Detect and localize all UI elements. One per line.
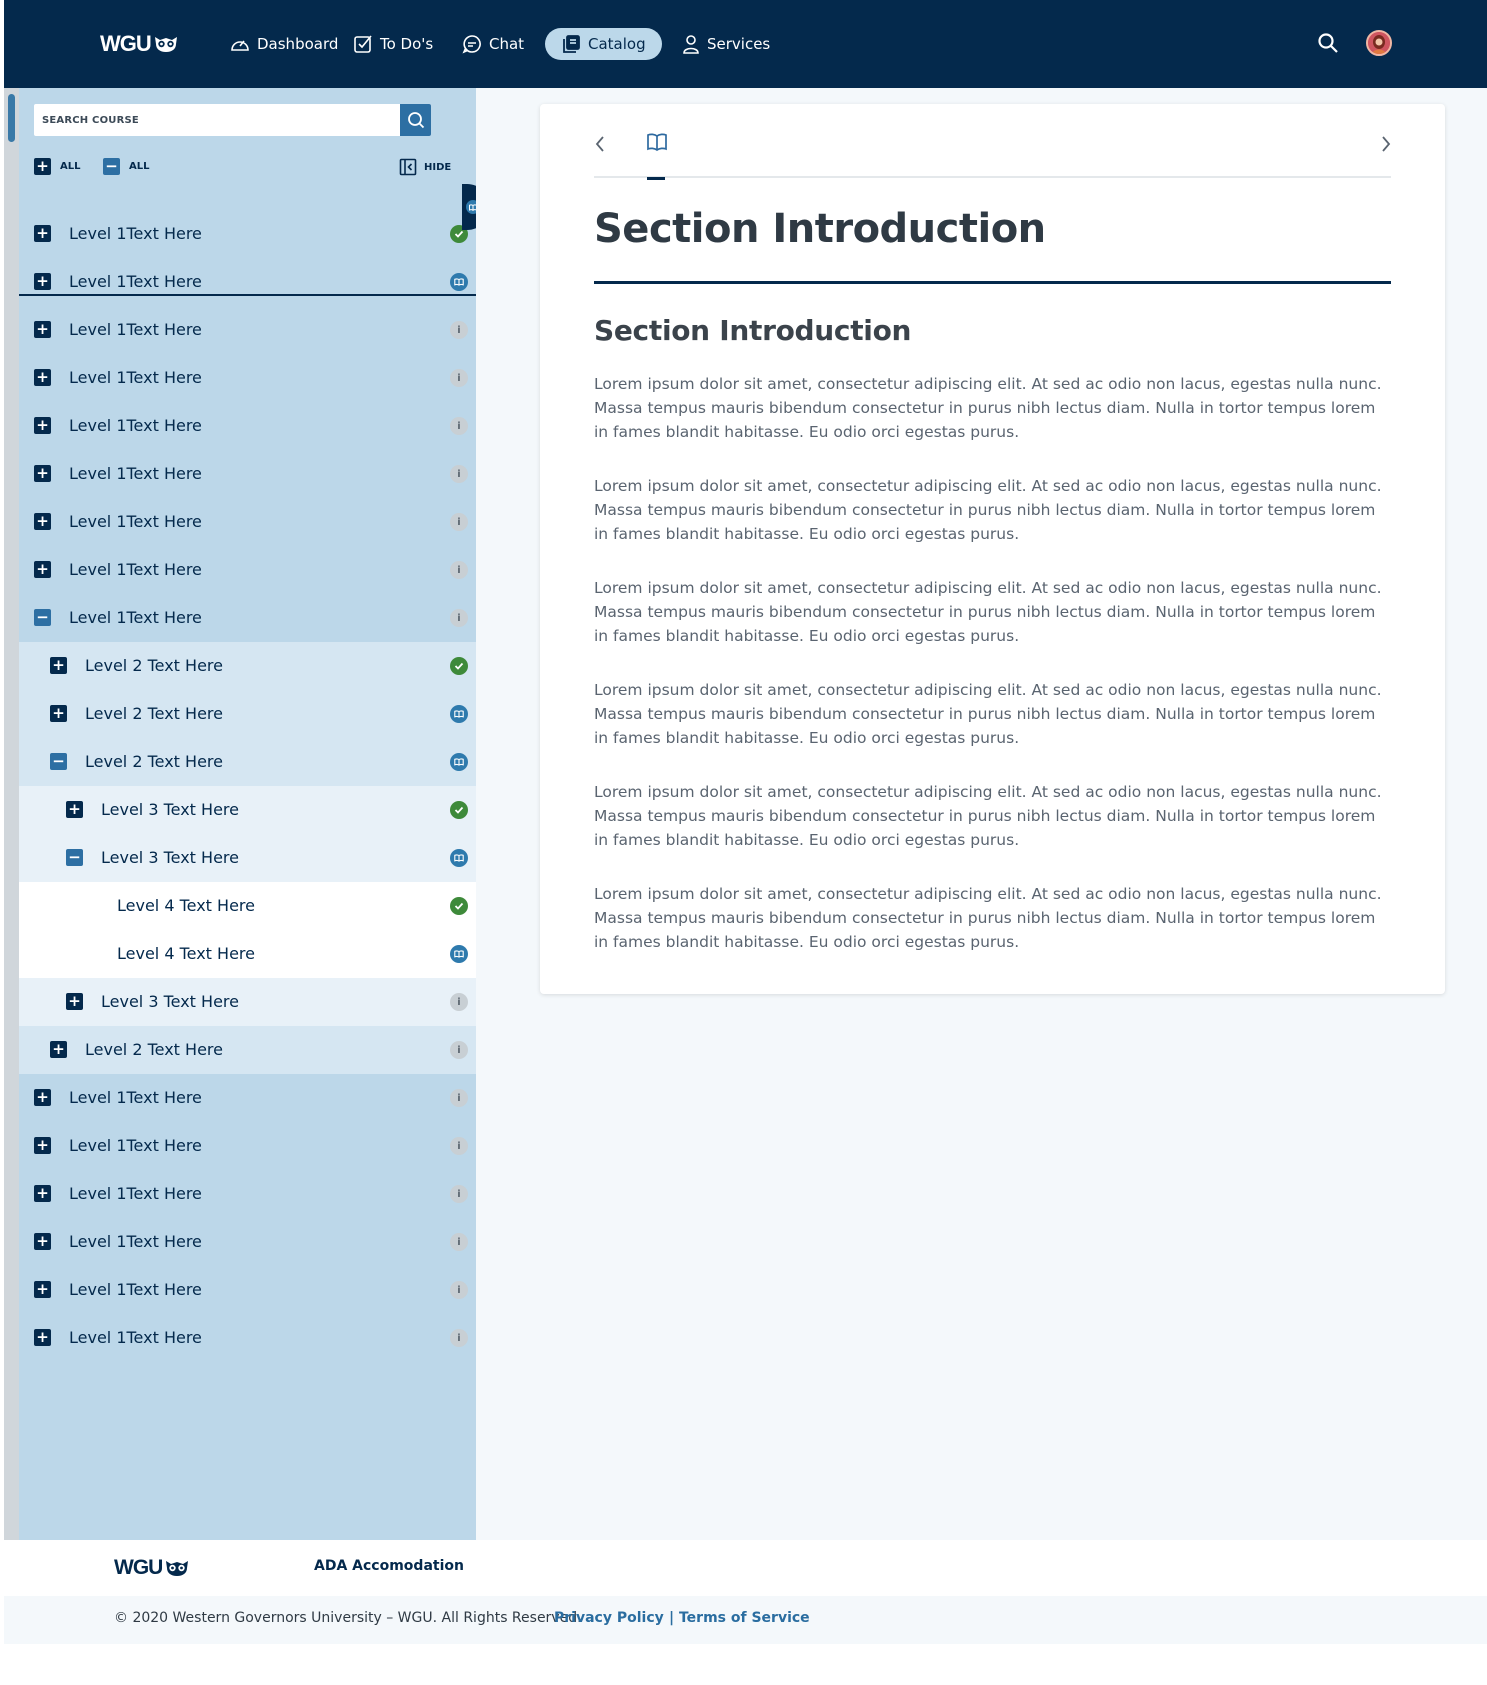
completed-check-icon <box>450 801 468 819</box>
sidebar-scroll-thumb[interactable] <box>8 94 15 142</box>
sidebar-scroll-track[interactable] <box>4 88 19 1540</box>
nav-dashboard-label: Dashboard <box>257 35 339 53</box>
expand-plus-icon[interactable]: + <box>34 1185 51 1202</box>
body-paragraph: Lorem ipsum dolor sit amet, consectetur adipiscing elit. At sed ac odio non lacus, egestas nulla nunc. Massa tempus mauris bibendum consectetur in purus nibh lectus diam. Nulla in tortor tempus lorem in fames blandit habitasse. Eu odio orci egestas purus. <box>594 477 1382 543</box>
info-icon: i <box>450 1089 468 1107</box>
completed-check-icon <box>450 657 468 675</box>
expand-plus-icon[interactable]: + <box>34 369 51 386</box>
outline-row-level-1[interactable] <box>19 498 476 546</box>
chat-bubble-icon <box>462 34 482 54</box>
footer-logo-text: WGU <box>114 1556 163 1579</box>
outline-row-label: Level 1Text Here <box>69 320 202 339</box>
catalog-stack-icon <box>561 34 581 54</box>
outline-row-level-1[interactable] <box>19 1122 476 1170</box>
outline-row-level-1[interactable] <box>19 210 476 258</box>
nav-chat-label: Chat <box>489 35 525 53</box>
info-icon: i <box>450 561 468 579</box>
outline-row-label: Level 2 Text Here <box>85 704 223 723</box>
outline-row-level-2[interactable] <box>19 1026 476 1074</box>
outline-row-label: Level 1Text Here <box>69 224 202 243</box>
outline-row-label: Level 1Text Here <box>69 464 202 483</box>
outline-row-label: Level 1Text Here <box>69 512 202 531</box>
expand-all-button[interactable] <box>34 158 80 175</box>
previous-page-button[interactable] <box>594 134 606 158</box>
collapse-all-button[interactable] <box>103 158 149 175</box>
expand-plus-icon[interactable]: + <box>34 1281 51 1298</box>
outline-row-level-1[interactable] <box>19 450 476 498</box>
owl-icon <box>164 1558 190 1578</box>
hide-label: HIDE <box>424 161 452 173</box>
expand-plus-icon[interactable]: + <box>34 273 51 290</box>
ada-accommodation-link[interactable]: ADA Accomodation <box>314 1558 464 1574</box>
info-icon: i <box>450 1137 468 1155</box>
outline-row-level-2[interactable] <box>19 690 476 738</box>
expand-plus-icon[interactable]: + <box>66 993 83 1010</box>
footer-top <box>4 1540 1487 1596</box>
title-underline <box>594 281 1391 284</box>
outline-row-level-3[interactable] <box>19 978 476 1026</box>
active-tab-indicator <box>647 177 665 180</box>
dashboard-gauge-icon <box>230 35 250 53</box>
body-paragraph: Lorem ipsum dolor sit amet, consectetur adipiscing elit. At sed ac odio non lacus, egestas nulla nunc. Massa tempus mauris bibendum consectetur in purus nibh lectus diam. Nulla in tortor tempus lorem in fames blandit habitasse. Eu odio orci egestas purus. <box>594 783 1382 849</box>
hide-sidebar-button[interactable] <box>399 158 451 176</box>
checkbox-icon <box>353 34 373 54</box>
reading-tab[interactable] <box>646 132 668 178</box>
in-progress-book-icon <box>450 273 468 291</box>
nav-catalog[interactable] <box>545 28 662 60</box>
body-paragraph: Lorem ipsum dolor sit amet, consectetur adipiscing elit. At sed ac odio non lacus, egestas nulla nunc. Massa tempus mauris bibendum consectetur in purus nibh lectus diam. Nulla in tortor tempus lorem in fames blandit habitasse. Eu odio orci egestas purus. <box>594 579 1382 645</box>
in-progress-book-icon <box>450 849 468 867</box>
collapse-minus-icon[interactable]: − <box>34 609 51 626</box>
course-outline-sidebar <box>19 88 476 1540</box>
outline-row-label: Level 3 Text Here <box>101 800 239 819</box>
outline-row-level-1[interactable] <box>19 354 476 402</box>
info-icon: i <box>450 1041 468 1059</box>
footer-logo[interactable] <box>114 1556 190 1580</box>
outline-row-level-2[interactable] <box>19 738 476 786</box>
page-title: Section Introduction <box>594 206 1046 252</box>
section-heading: Section Introduction <box>594 314 912 347</box>
nav-chat[interactable] <box>462 28 524 60</box>
expand-plus-icon[interactable]: + <box>66 801 83 818</box>
collapse-minus-icon[interactable]: − <box>50 753 67 770</box>
nav-services[interactable] <box>682 28 770 60</box>
nav-todos-label: To Do's <box>380 35 434 53</box>
nav-catalog-label: Catalog <box>588 35 646 53</box>
outline-row-label: Level 2 Text Here <box>85 752 223 771</box>
avatar-portrait-icon <box>1368 32 1390 54</box>
outline-row-label: Level 1Text Here <box>69 368 202 387</box>
wgu-logo[interactable] <box>100 31 179 57</box>
outline-row-level-1[interactable] <box>19 1266 476 1314</box>
outline-row-label: Level 4 Text Here <box>117 896 255 915</box>
collapse-minus-icon[interactable]: − <box>66 849 83 866</box>
outline-row-level-1[interactable] <box>19 594 476 642</box>
expand-plus-icon[interactable]: + <box>50 705 67 722</box>
body-paragraph: Lorem ipsum dolor sit amet, consectetur adipiscing elit. At sed ac odio non lacus, egestas nulla nunc. Massa tempus mauris bibendum consectetur in purus nibh lectus diam. Nulla in tortor tempus lorem in fames blandit habitasse. Eu odio orci egestas purus. <box>594 375 1382 441</box>
info-icon: i <box>450 609 468 627</box>
outline-row-label: Level 2 Text Here <box>85 1040 223 1059</box>
terms-of-service-link[interactable]: | Terms of Service <box>669 1610 810 1626</box>
collapse-panel-icon <box>399 158 417 176</box>
outline-row-label: Level 4 Text Here <box>117 944 255 963</box>
outline-row-level-3[interactable] <box>19 834 476 882</box>
info-icon: i <box>450 369 468 387</box>
collapse-all-label: ALL <box>129 161 150 172</box>
info-icon: i <box>450 1233 468 1251</box>
outline-row-level-1[interactable] <box>19 306 476 354</box>
outline-row-label: Level 1Text Here <box>69 608 202 627</box>
owl-icon <box>153 34 179 54</box>
body-paragraph: Lorem ipsum dolor sit amet, consectetur adipiscing elit. At sed ac odio non lacus, egestas nulla nunc. Massa tempus mauris bibendum consectetur in purus nibh lectus diam. Nulla in tortor tempus lorem in fames blandit habitasse. Eu odio orci egestas purus. <box>594 885 1382 951</box>
nav-services-label: Services <box>707 35 771 53</box>
outline-row-level-1[interactable] <box>19 1074 476 1122</box>
expand-plus-icon[interactable]: + <box>34 561 51 578</box>
nav-todos[interactable] <box>353 28 433 60</box>
outline-row-level-1[interactable] <box>19 402 476 450</box>
outline-row-level-2[interactable] <box>19 642 476 690</box>
outline-row-level-1[interactable] <box>19 1314 476 1362</box>
outline-row-label: Level 2 Text Here <box>85 656 223 675</box>
expand-plus-icon[interactable]: + <box>34 225 51 242</box>
outline-row-label: Level 1Text Here <box>69 1136 202 1155</box>
next-page-button[interactable] <box>1380 134 1392 158</box>
expand-plus-icon[interactable]: + <box>34 1089 51 1106</box>
course-search-button[interactable] <box>400 104 431 136</box>
outline-row-label: Level 1Text Here <box>69 1088 202 1107</box>
search-icon <box>407 111 425 129</box>
logo-text: WGU <box>100 31 151 56</box>
outline-row-level-1[interactable] <box>19 1218 476 1266</box>
outline-row-level-1[interactable] <box>19 546 476 594</box>
outline-row-label: Level 1Text Here <box>69 1328 202 1347</box>
expand-plus-icon[interactable]: + <box>34 513 51 530</box>
global-search-button[interactable] <box>1317 32 1339 58</box>
chevron-right-icon <box>1380 134 1392 154</box>
search-icon <box>1317 32 1339 54</box>
info-icon: i <box>450 993 468 1011</box>
outline-row-label: Level 1Text Here <box>69 416 202 435</box>
outline-row-label: Level 3 Text Here <box>101 848 239 867</box>
top-nav-bar <box>4 0 1487 88</box>
expand-plus-icon[interactable]: + <box>34 321 51 338</box>
course-search <box>34 104 431 136</box>
expand-plus-icon[interactable]: + <box>34 465 51 482</box>
expand-plus-icon[interactable]: + <box>34 1233 51 1250</box>
outline-row-label: Level 1Text Here <box>69 1232 202 1251</box>
expand-plus-icon[interactable]: + <box>34 1137 51 1154</box>
outline-row-level-1[interactable] <box>19 258 476 306</box>
nav-dashboard[interactable] <box>230 28 338 60</box>
current-position-divider <box>19 294 476 296</box>
app-frame <box>4 0 1487 1685</box>
lesson-card <box>540 104 1445 994</box>
plus-icon: + <box>34 158 51 175</box>
outline-row-level-1[interactable] <box>19 1170 476 1218</box>
outline-row-label: Level 3 Text Here <box>101 992 239 1011</box>
expand-all-label: ALL <box>60 161 81 172</box>
lesson-nav <box>594 124 1391 178</box>
user-avatar[interactable] <box>1366 30 1392 56</box>
copyright-text: © 2020 Western Governors University – WGU. All Rights Reserved. <box>114 1610 582 1626</box>
outline-row-label: Level 1Text Here <box>69 560 202 579</box>
expand-plus-icon[interactable]: + <box>50 657 67 674</box>
expand-plus-icon[interactable]: + <box>34 1329 51 1346</box>
in-progress-book-icon <box>450 945 468 963</box>
info-icon: i <box>450 513 468 531</box>
outline-row-level-4[interactable] <box>19 930 476 978</box>
info-icon: i <box>450 465 468 483</box>
course-search-input[interactable] <box>34 104 400 136</box>
outline-row-level-4[interactable] <box>19 882 476 930</box>
expand-plus-icon[interactable]: + <box>50 1041 67 1058</box>
in-progress-book-icon <box>450 705 468 723</box>
book-icon <box>646 132 668 152</box>
info-icon: i <box>450 321 468 339</box>
expand-plus-icon[interactable]: + <box>34 417 51 434</box>
info-icon: i <box>450 417 468 435</box>
outline-row-level-3[interactable] <box>19 786 476 834</box>
outline-row-label: Level 1Text Here <box>69 1184 202 1203</box>
info-icon: i <box>450 1281 468 1299</box>
body-paragraph: Lorem ipsum dolor sit amet, consectetur adipiscing elit. At sed ac odio non lacus, egestas nulla nunc. Massa tempus mauris bibendum consectetur in purus nibh lectus diam. Nulla in tortor tempus lorem in fames blandit habitasse. Eu odio orci egestas purus. <box>594 681 1382 747</box>
privacy-policy-link[interactable]: Privacy Policy <box>554 1610 664 1626</box>
main-content <box>476 88 1487 1540</box>
chevron-left-icon <box>594 134 606 154</box>
info-icon: i <box>450 1185 468 1203</box>
in-progress-book-icon <box>450 753 468 771</box>
completed-check-icon <box>450 897 468 915</box>
person-icon <box>682 34 700 54</box>
outline-row-label: Level 1Text Here <box>69 272 202 291</box>
info-icon: i <box>450 1329 468 1347</box>
minus-icon: − <box>103 158 120 175</box>
outline-row-label: Level 1Text Here <box>69 1280 202 1299</box>
